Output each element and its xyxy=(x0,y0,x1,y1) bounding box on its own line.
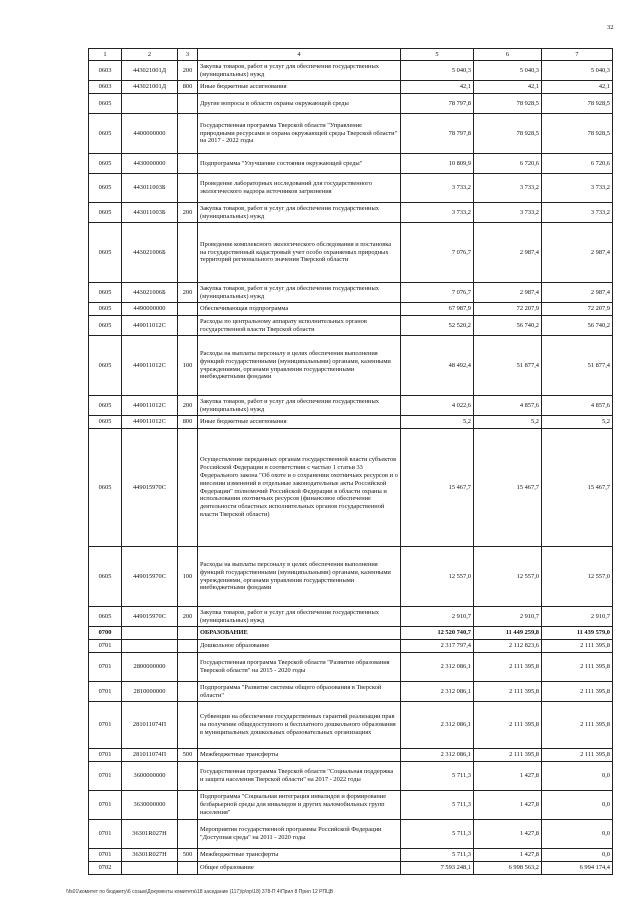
target-article-cell: 449015970С xyxy=(122,607,178,627)
item-name-cell: Расходы по центральному аппарату исполнительных органов государственной власти Тверской области xyxy=(198,316,401,336)
amount-year1-cell: 3 733,2 xyxy=(401,174,474,203)
target-article-cell: 36301R027Н xyxy=(122,849,178,862)
expense-type-cell xyxy=(178,316,198,336)
amount-year1-cell: 12 520 740,7 xyxy=(401,627,474,640)
expense-type-cell: 200 xyxy=(178,396,198,416)
expense-type-cell xyxy=(178,653,198,682)
expense-type-cell xyxy=(178,94,198,114)
target-article-cell: 4430000000 xyxy=(122,154,178,174)
expense-type-cell: 500 xyxy=(178,749,198,762)
target-article-cell: 4400000000 xyxy=(122,114,178,154)
table-row xyxy=(89,653,613,682)
amount-year3-cell: 42,1 xyxy=(542,81,613,94)
amount-year2-cell: 2 111 395,8 xyxy=(474,749,542,762)
section-code-cell: 0605 xyxy=(89,429,122,547)
item-name-cell: Проведение лабораторных исследований для государственного экологического надзора источников загрязнения xyxy=(198,174,401,203)
target-article-cell: 281011074П xyxy=(122,749,178,762)
amount-year1-cell: 78 797,8 xyxy=(401,114,474,154)
table-row xyxy=(89,81,613,94)
table-row xyxy=(89,849,613,862)
amount-year3-cell: 6 994 174,4 xyxy=(542,862,613,875)
table-row xyxy=(89,396,613,416)
section-code-cell: 0701 xyxy=(89,791,122,820)
amount-year1-cell: 48 492,4 xyxy=(401,336,474,396)
amount-year3-cell: 2 910,7 xyxy=(542,607,613,627)
table-row xyxy=(89,627,613,640)
expense-type-cell: 800 xyxy=(178,416,198,429)
target-article-cell xyxy=(122,627,178,640)
section-code-cell: 0605 xyxy=(89,303,122,316)
item-name-cell: ОБРАЗОВАНИЕ xyxy=(198,627,401,640)
section-code-cell: 0605 xyxy=(89,336,122,396)
section-code-cell: 0701 xyxy=(89,640,122,653)
expense-type-cell xyxy=(178,820,198,849)
section-code-cell: 0603 xyxy=(89,61,122,81)
amount-year2-cell: 1 427,8 xyxy=(474,762,542,791)
table-row xyxy=(89,547,613,607)
table-row xyxy=(89,94,613,114)
section-code-cell: 0701 xyxy=(89,702,122,749)
amount-year1-cell: 15 467,7 xyxy=(401,429,474,547)
section-code-cell: 0605 xyxy=(89,283,122,303)
amount-year1-cell: 67 987,9 xyxy=(401,303,474,316)
item-name-cell: Закупка товаров, работ и услуг для обеспечения государственных (муниципальных) нужд xyxy=(198,283,401,303)
target-article-cell: 449011012С xyxy=(122,336,178,396)
page-number: 32 xyxy=(607,24,614,31)
amount-year3-cell: 15 467,7 xyxy=(542,429,613,547)
amount-year2-cell: 51 877,4 xyxy=(474,336,542,396)
amount-year1-cell: 5 711,3 xyxy=(401,762,474,791)
target-article-cell: 443011003Б xyxy=(122,174,178,203)
amount-year2-cell: 11 449 259,8 xyxy=(474,627,542,640)
target-article-cell: 3600000000 xyxy=(122,762,178,791)
section-code-cell: 0701 xyxy=(89,653,122,682)
amount-year1-cell: 7 076,7 xyxy=(401,283,474,303)
amount-year2-cell: 2 112 823,6 xyxy=(474,640,542,653)
amount-year3-cell: 11 439 579,0 xyxy=(542,627,613,640)
amount-year1-cell: 5,2 xyxy=(401,416,474,429)
target-article-cell: 443021001Д xyxy=(122,61,178,81)
expense-type-cell xyxy=(178,223,198,283)
table-row xyxy=(89,702,613,749)
item-name-cell: Подпрограмма "Улучшение состояния окружающей среды" xyxy=(198,154,401,174)
section-code-cell: 0603 xyxy=(89,81,122,94)
amount-year2-cell: 4 857,6 xyxy=(474,396,542,416)
item-name-cell: Обеспечивающая подпрограмма xyxy=(198,303,401,316)
header-cell: 7 xyxy=(542,49,613,61)
budget-table xyxy=(88,48,613,875)
table-row xyxy=(89,820,613,849)
item-name-cell: Дошкольное образование xyxy=(198,640,401,653)
amount-year3-cell: 5 040,3 xyxy=(542,61,613,81)
expense-type-cell xyxy=(178,627,198,640)
section-code-cell: 0605 xyxy=(89,607,122,627)
item-name-cell: Закупка товаров, работ и услуг для обеспечения государственных (муниципальных) нужд xyxy=(198,61,401,81)
amount-year2-cell: 1 427,8 xyxy=(474,849,542,862)
target-article-cell: 2810000000 xyxy=(122,682,178,702)
section-code-cell: 0605 xyxy=(89,416,122,429)
amount-year2-cell: 12 557,0 xyxy=(474,547,542,607)
amount-year3-cell: 2 111 395,8 xyxy=(542,749,613,762)
section-code-cell: 0605 xyxy=(89,94,122,114)
header-cell: 1 xyxy=(89,49,122,61)
expense-type-cell xyxy=(178,682,198,702)
section-code-cell: 0701 xyxy=(89,682,122,702)
target-article-cell: 449011012С xyxy=(122,316,178,336)
section-code-cell: 0701 xyxy=(89,849,122,862)
amount-year3-cell: 5,2 xyxy=(542,416,613,429)
table-row xyxy=(89,640,613,653)
item-name-cell: Закупка товаров, работ и услуг для обеспечения государственных (муниципальных) нужд xyxy=(198,203,401,223)
expense-type-cell: 200 xyxy=(178,283,198,303)
amount-year3-cell: 0,0 xyxy=(542,849,613,862)
table-row xyxy=(89,682,613,702)
amount-year3-cell: 0,0 xyxy=(542,762,613,791)
item-name-cell: Закупка товаров, работ и услуг для обеспечения государственных (муниципальных) нужд xyxy=(198,607,401,627)
expense-type-cell xyxy=(178,114,198,154)
expense-type-cell xyxy=(178,702,198,749)
amount-year2-cell: 78 928,5 xyxy=(474,94,542,114)
item-name-cell: Проведение комплексного экологического обследования и постановка на государственный кадастровый учет особо охраняемых природных территорий регионального значения Тверской области xyxy=(198,223,401,283)
amount-year2-cell: 1 427,8 xyxy=(474,791,542,820)
item-name-cell: Государственная программа Тверской области "Развитие образования Тверской области" на 2015 - 2020 годы xyxy=(198,653,401,682)
table-row xyxy=(89,114,613,154)
amount-year3-cell: 2 111 395,8 xyxy=(542,682,613,702)
amount-year1-cell: 3 733,2 xyxy=(401,203,474,223)
target-article-cell: 449015970С xyxy=(122,547,178,607)
item-name-cell: Межбюджетные трансферты xyxy=(198,749,401,762)
amount-year3-cell: 2 987,4 xyxy=(542,223,613,283)
expense-type-cell xyxy=(178,154,198,174)
expense-type-cell xyxy=(178,640,198,653)
amount-year1-cell: 52 520,2 xyxy=(401,316,474,336)
section-code-cell: 0701 xyxy=(89,762,122,791)
expense-type-cell: 200 xyxy=(178,607,198,627)
amount-year1-cell: 2 312 086,1 xyxy=(401,653,474,682)
amount-year2-cell: 2 111 395,8 xyxy=(474,682,542,702)
item-name-cell: Осуществление переданных органам государственной власти субъектов Российской Федерации в соответствии с частью 1 статьи 33 Федерального закона "Об охоте и о сохранении охотничьих ресурсов и о внесении изменений в отдельные законодательные акты Российской Федерации" полномочий Российской Федерации в области охраны и использования охотничьих ресурсов (финансовое обеспечение деятельности областных исполнительных органов государственной власти Тверской области) xyxy=(198,429,401,547)
expense-type-cell xyxy=(178,862,198,875)
section-code-cell: 0702 xyxy=(89,862,122,875)
amount-year3-cell: 6 720,6 xyxy=(542,154,613,174)
expense-type-cell xyxy=(178,762,198,791)
expense-type-cell xyxy=(178,174,198,203)
amount-year2-cell: 6 998 563,2 xyxy=(474,862,542,875)
table-row xyxy=(89,174,613,203)
table-header xyxy=(89,49,613,61)
amount-year3-cell: 3 733,2 xyxy=(542,203,613,223)
table-row xyxy=(89,749,613,762)
expense-type-cell: 500 xyxy=(178,849,198,862)
table-row xyxy=(89,223,613,283)
amount-year3-cell: 12 557,0 xyxy=(542,547,613,607)
target-article-cell: 443011003Б xyxy=(122,203,178,223)
target-article-cell: 449011012С xyxy=(122,396,178,416)
table-row xyxy=(89,762,613,791)
amount-year3-cell: 56 740,2 xyxy=(542,316,613,336)
amount-year1-cell: 78 797,8 xyxy=(401,94,474,114)
section-code-cell: 0701 xyxy=(89,820,122,849)
item-name-cell: Государственная программа Тверской области "Социальная поддержка и защита населения Тверской области" на 2017 - 2022 годы xyxy=(198,762,401,791)
target-article-cell: 443021001Д xyxy=(122,81,178,94)
amount-year2-cell: 1 427,8 xyxy=(474,820,542,849)
amount-year3-cell: 78 928,5 xyxy=(542,114,613,154)
amount-year3-cell: 2 111 395,8 xyxy=(542,702,613,749)
header-cell: 3 xyxy=(178,49,198,61)
expense-type-cell xyxy=(178,303,198,316)
amount-year3-cell: 2 987,4 xyxy=(542,283,613,303)
table-row xyxy=(89,416,613,429)
table-row xyxy=(89,862,613,875)
section-code-cell: 0701 xyxy=(89,749,122,762)
table-row xyxy=(89,283,613,303)
amount-year3-cell: 2 111 395,8 xyxy=(542,640,613,653)
amount-year3-cell: 4 857,6 xyxy=(542,396,613,416)
amount-year1-cell: 5 040,3 xyxy=(401,61,474,81)
target-article-cell xyxy=(122,862,178,875)
target-article-cell: 281011074П xyxy=(122,702,178,749)
amount-year3-cell: 0,0 xyxy=(542,820,613,849)
target-article-cell: 449011012С xyxy=(122,416,178,429)
item-name-cell: Другие вопросы в области охраны окружающей среды xyxy=(198,94,401,114)
amount-year1-cell: 7 593 248,1 xyxy=(401,862,474,875)
item-name-cell: Подпрограмма "Развитие системы общего образования в Тверской области" xyxy=(198,682,401,702)
amount-year1-cell: 5 711,3 xyxy=(401,791,474,820)
item-name-cell: Общее образование xyxy=(198,862,401,875)
item-name-cell: Государственная программа Тверской области "Управление природными ресурсами и охрана окружающей среды Тверской области" на 2017 - 2022 годы xyxy=(198,114,401,154)
table-row xyxy=(89,203,613,223)
amount-year2-cell: 5,2 xyxy=(474,416,542,429)
header-cell: 2 xyxy=(122,49,178,61)
item-name-cell: Межбюджетные трансферты xyxy=(198,849,401,862)
table-row xyxy=(89,303,613,316)
header-cell: 6 xyxy=(474,49,542,61)
amount-year2-cell: 15 467,7 xyxy=(474,429,542,547)
item-name-cell: Закупка товаров, работ и услуг для обеспечения государственных (муниципальных) нужд xyxy=(198,396,401,416)
item-name-cell: Мероприятия государственной программы Российской Федерации "Доступная среда" на 2011 - 2020 годы xyxy=(198,820,401,849)
item-name-cell: Субвенции на обеспечение государственных гарантий реализации прав на получение общедоступного и бесплатного дошкольного образования в муниципальных дошкольных образовательных организациях xyxy=(198,702,401,749)
file-path-footer: \\fs01\комитет по бюджету\6 созыв\Документы комитета\18 заседание (117)\р\пр\18) 378-П 4\Прил 8 Прил 12 РПЦВ xyxy=(66,889,334,895)
amount-year2-cell: 2 910,7 xyxy=(474,607,542,627)
expense-type-cell: 800 xyxy=(178,81,198,94)
table-row xyxy=(89,429,613,547)
amount-year3-cell: 3 733,2 xyxy=(542,174,613,203)
amount-year2-cell: 3 733,2 xyxy=(474,174,542,203)
section-code-cell: 0605 xyxy=(89,174,122,203)
table-row xyxy=(89,607,613,627)
table-row xyxy=(89,154,613,174)
table-row xyxy=(89,336,613,396)
amount-year2-cell: 3 733,2 xyxy=(474,203,542,223)
amount-year1-cell: 2 317 797,4 xyxy=(401,640,474,653)
expense-type-cell: 200 xyxy=(178,203,198,223)
target-article-cell: 4490000000 xyxy=(122,303,178,316)
amount-year1-cell: 10 809,9 xyxy=(401,154,474,174)
amount-year3-cell: 78 928,5 xyxy=(542,94,613,114)
section-code-cell: 0605 xyxy=(89,396,122,416)
amount-year2-cell: 42,1 xyxy=(474,81,542,94)
item-name-cell: Расходы на выплаты персоналу в целях обеспечения выполнения функций государственными (муниципальными) органами, казенными учреждениями, органами управления государственными внебюджетными фондами xyxy=(198,336,401,396)
table-row xyxy=(89,791,613,820)
expense-type-cell: 100 xyxy=(178,336,198,396)
item-name-cell: Подпрограмма "Социальная интеграция инвалидов и формирование безбарьерной среды для инвалидов и других маломобильных групп населения" xyxy=(198,791,401,820)
target-article-cell: 443021006Б xyxy=(122,283,178,303)
amount-year1-cell: 42,1 xyxy=(401,81,474,94)
amount-year2-cell: 2 987,4 xyxy=(474,283,542,303)
amount-year1-cell: 5 711,3 xyxy=(401,849,474,862)
item-name-cell: Иные бюджетные ассигнования xyxy=(198,81,401,94)
amount-year1-cell: 4 022,6 xyxy=(401,396,474,416)
target-article-cell: 449015970С xyxy=(122,429,178,547)
target-article-cell xyxy=(122,94,178,114)
amount-year2-cell: 56 740,2 xyxy=(474,316,542,336)
expense-type-cell xyxy=(178,791,198,820)
amount-year3-cell: 2 111 395,8 xyxy=(542,653,613,682)
amount-year1-cell: 2 312 086,1 xyxy=(401,682,474,702)
header-cell: 4 xyxy=(198,49,401,61)
section-code-cell: 0605 xyxy=(89,547,122,607)
amount-year1-cell: 2 312 086,1 xyxy=(401,749,474,762)
expense-type-cell xyxy=(178,429,198,547)
amount-year2-cell: 2 111 395,8 xyxy=(474,702,542,749)
amount-year2-cell: 5 040,3 xyxy=(474,61,542,81)
target-article-cell: 443021006Б xyxy=(122,223,178,283)
amount-year1-cell: 7 076,7 xyxy=(401,223,474,283)
section-code-cell: 0605 xyxy=(89,114,122,154)
amount-year2-cell: 72 207,9 xyxy=(474,303,542,316)
amount-year1-cell: 2 312 086,1 xyxy=(401,702,474,749)
header-cell: 5 xyxy=(401,49,474,61)
expense-type-cell: 200 xyxy=(178,61,198,81)
expense-type-cell: 100 xyxy=(178,547,198,607)
amount-year2-cell: 2 987,4 xyxy=(474,223,542,283)
amount-year3-cell: 0,0 xyxy=(542,791,613,820)
amount-year3-cell: 72 207,9 xyxy=(542,303,613,316)
amount-year1-cell: 2 910,7 xyxy=(401,607,474,627)
target-article-cell xyxy=(122,640,178,653)
target-article-cell: 36301R027Н xyxy=(122,820,178,849)
item-name-cell: Расходы на выплаты персоналу в целях обеспечения выполнения функций государственными (муниципальными) органами, казенными учреждениями, органами управления государственными внебюджетными фондами xyxy=(198,547,401,607)
table-row xyxy=(89,316,613,336)
item-name-cell: Иные бюджетные ассигнования xyxy=(198,416,401,429)
target-article-cell: 2800000000 xyxy=(122,653,178,682)
amount-year1-cell: 5 711,3 xyxy=(401,820,474,849)
section-code-cell: 0605 xyxy=(89,154,122,174)
amount-year2-cell: 6 720,6 xyxy=(474,154,542,174)
section-code-cell: 0700 xyxy=(89,627,122,640)
amount-year3-cell: 51 877,4 xyxy=(542,336,613,396)
amount-year2-cell: 78 928,5 xyxy=(474,114,542,154)
table-row xyxy=(89,61,613,81)
section-code-cell: 0605 xyxy=(89,316,122,336)
amount-year1-cell: 12 557,0 xyxy=(401,547,474,607)
amount-year2-cell: 2 111 395,8 xyxy=(474,653,542,682)
target-article-cell: 3630000000 xyxy=(122,791,178,820)
section-code-cell: 0605 xyxy=(89,223,122,283)
section-code-cell: 0605 xyxy=(89,203,122,223)
